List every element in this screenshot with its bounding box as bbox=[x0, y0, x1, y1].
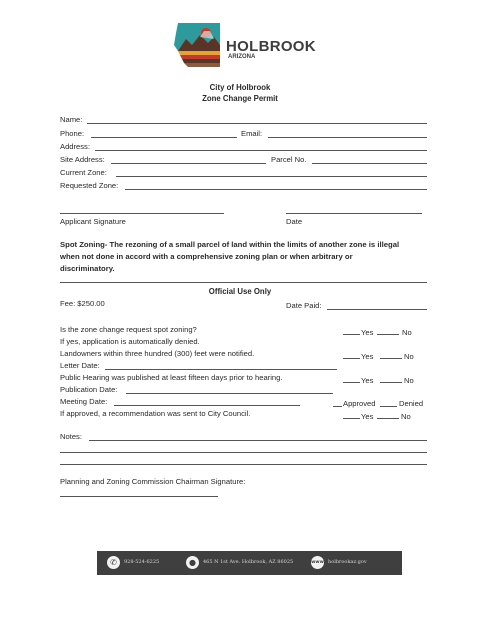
q4-no-label: No bbox=[401, 412, 411, 421]
chairman-signature-label: Planning and Zoning Commission Chairman Signature: bbox=[60, 477, 246, 486]
spot-zoning-note: If yes, application is automatically denied. bbox=[60, 337, 200, 346]
requested-zone-field[interactable] bbox=[125, 189, 427, 190]
applicant-signature-label: Applicant Signature bbox=[60, 217, 126, 226]
web-icon: www bbox=[311, 556, 324, 569]
council-recommendation-question: If approved, a recommendation was sent to City Council. bbox=[60, 409, 251, 418]
logo-holbrook-text: HOLBROOK bbox=[226, 38, 316, 55]
q4-yes-label: Yes bbox=[361, 412, 374, 421]
applicant-date-field[interactable] bbox=[286, 213, 422, 214]
address-field[interactable] bbox=[95, 150, 427, 151]
publication-date-field[interactable] bbox=[126, 393, 333, 394]
q3-no-blank[interactable] bbox=[380, 382, 402, 383]
letter-date-label: Letter Date: bbox=[60, 361, 100, 370]
denied-label: Denied bbox=[399, 399, 424, 408]
public-hearing-question: Public Hearing was published at least fifteen days prior to hearing. bbox=[60, 373, 283, 382]
notes-label: Notes: bbox=[60, 432, 82, 441]
date-paid-label: Date Paid: bbox=[286, 301, 322, 310]
q3-yes-label: Yes bbox=[361, 376, 374, 385]
requested-zone-label: Requested Zone: bbox=[60, 181, 119, 190]
letter-date-field[interactable] bbox=[105, 369, 337, 370]
q2-yes-blank[interactable] bbox=[343, 358, 360, 359]
logo-arizona-text: ARIZONA bbox=[228, 54, 256, 60]
approved-label: Approved bbox=[343, 399, 376, 408]
site-address-label: Site Address: bbox=[60, 155, 105, 164]
q1-no-label: No bbox=[402, 328, 412, 337]
q2-no-blank[interactable] bbox=[380, 358, 402, 359]
notes-line-2[interactable] bbox=[60, 452, 427, 453]
applicant-signature-field[interactable] bbox=[60, 213, 224, 214]
q2-no-label: No bbox=[404, 352, 414, 361]
parcel-no-label: Parcel No. bbox=[271, 155, 307, 164]
spot-zoning-line-2: when not done in accord with a comprehensive zoning plan or when arbitrary or bbox=[60, 252, 353, 261]
phone-icon: ✆ bbox=[107, 556, 120, 569]
arizona-state-logo-graphic bbox=[170, 21, 228, 81]
landowners-question: Landowners within three hundred (300) feet were notified. bbox=[60, 349, 255, 358]
applicant-date-label: Date bbox=[286, 217, 303, 226]
q1-yes-blank[interactable] bbox=[343, 334, 360, 335]
q2-yes-label: Yes bbox=[361, 352, 374, 361]
chairman-signature-field[interactable] bbox=[60, 496, 218, 497]
publication-date-label: Publication Date: bbox=[60, 385, 118, 394]
footer-bar bbox=[97, 551, 402, 575]
phone-label: Phone: bbox=[60, 129, 85, 138]
official-use-heading: Official Use Only bbox=[208, 287, 272, 296]
q1-yes-label: Yes bbox=[361, 328, 374, 337]
email-field[interactable] bbox=[268, 137, 427, 138]
spot-zoning-line-1: Spot Zoning- The rezoning of a small parcel of land within the limits of another zone is illegal bbox=[60, 240, 400, 249]
address-label: Address: bbox=[60, 142, 90, 151]
page-title: Zone Change Permit bbox=[202, 94, 278, 103]
holbrook-logo bbox=[170, 21, 320, 83]
footer-website[interactable]: holbrookaz.gov bbox=[328, 559, 367, 565]
fee-text: Fee: $250.00 bbox=[60, 299, 105, 308]
meeting-date-label: Meeting Date: bbox=[60, 397, 108, 406]
q1-no-blank[interactable] bbox=[377, 334, 399, 335]
location-pin-icon: ● bbox=[186, 556, 199, 569]
footer-phone: 928-524-6225 bbox=[124, 559, 160, 565]
email-label: Email: bbox=[241, 129, 263, 138]
notes-line-1[interactable] bbox=[89, 440, 427, 441]
spot-zoning-line-3: discriminatory. bbox=[60, 264, 115, 273]
current-zone-field[interactable] bbox=[116, 176, 427, 177]
phone-field[interactable] bbox=[91, 137, 237, 138]
meeting-date-field[interactable] bbox=[114, 405, 300, 406]
footer-address: 465 N 1st Ave. Holbrook, AZ 86025 bbox=[203, 559, 294, 565]
name-field[interactable] bbox=[87, 123, 427, 124]
spot-zoning-question: Is the zone change request spot zoning? bbox=[60, 325, 197, 334]
date-paid-field[interactable] bbox=[327, 309, 427, 310]
approved-blank[interactable] bbox=[333, 406, 342, 407]
divider bbox=[60, 282, 427, 283]
notes-line-3[interactable] bbox=[60, 464, 427, 465]
name-label: Name: bbox=[60, 115, 83, 124]
site-address-field[interactable] bbox=[111, 163, 266, 164]
current-zone-label: Current Zone: bbox=[60, 168, 107, 177]
parcel-no-field[interactable] bbox=[312, 163, 427, 164]
denied-blank[interactable] bbox=[380, 406, 397, 407]
city-name: City of Holbrook bbox=[209, 83, 271, 92]
q4-no-blank[interactable] bbox=[377, 418, 399, 419]
q4-yes-blank[interactable] bbox=[343, 418, 360, 419]
q3-yes-blank[interactable] bbox=[343, 382, 360, 383]
q3-no-label: No bbox=[404, 376, 414, 385]
